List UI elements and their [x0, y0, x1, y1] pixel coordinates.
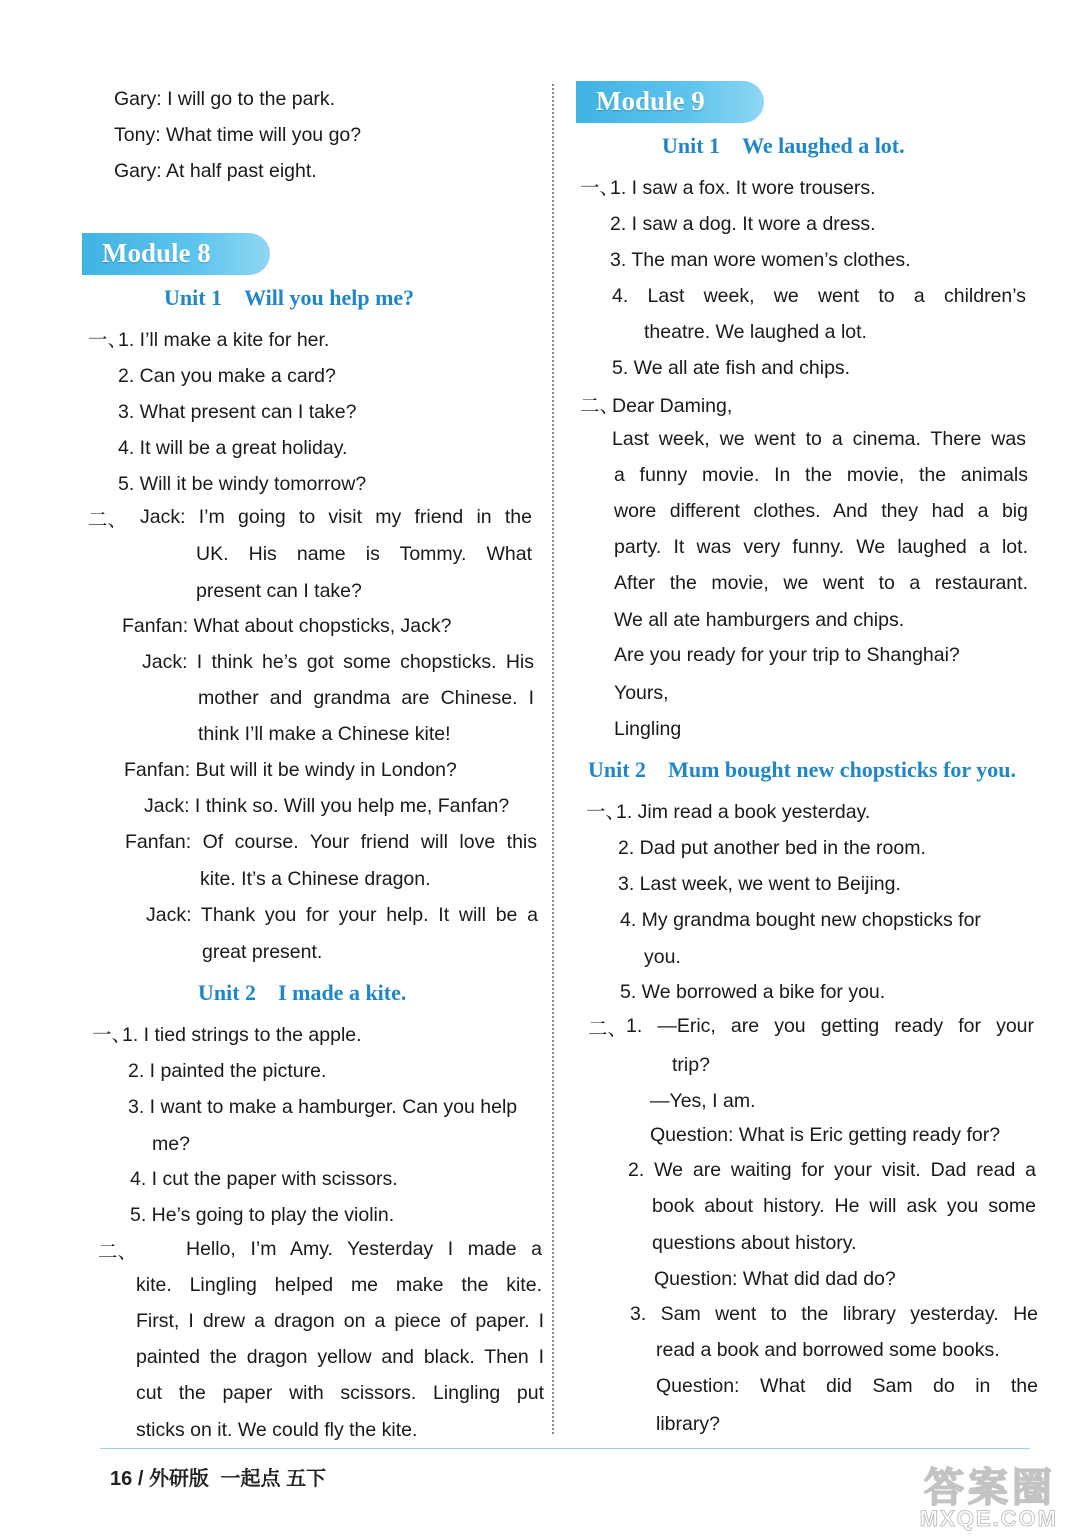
- module-9-banner: [576, 81, 764, 123]
- watermark-en: MXQE.COM: [919, 1506, 1058, 1531]
- unit-heading: [164, 285, 414, 311]
- question-line: read a book and borrowed some books.: [656, 1339, 1000, 1361]
- dialogue-line: Fanfan: What about chopsticks, Jack?: [122, 615, 452, 637]
- module-8-banner: [82, 233, 270, 275]
- passage-line: cut the paper with scissors. Lingling put: [136, 1382, 544, 1404]
- answer-line: 3. The man wore women’s clothes.: [610, 249, 911, 271]
- unit-label: Unit 1: [164, 285, 223, 310]
- dialogue-line: great present.: [202, 941, 323, 963]
- unit-label: Unit 1: [662, 133, 721, 158]
- letter-line: wore different clothes. And they had a big: [614, 500, 1028, 522]
- letter-line: Lingling: [614, 718, 682, 740]
- question-line: Question: What did dad do?: [654, 1268, 896, 1290]
- footer-rule: [100, 1448, 1030, 1449]
- passage-line: kite. Lingling helped me make the kite.: [136, 1274, 542, 1296]
- answer-line: 1. Jim read a book yesterday.: [616, 801, 871, 823]
- section-marker: 一、: [88, 329, 128, 351]
- answer-line: 5. Will it be windy tomorrow?: [118, 473, 367, 495]
- unit-title: Will you help me?: [244, 285, 415, 310]
- answer-line: 1. I saw a fox. It wore trousers.: [610, 177, 876, 199]
- unit-heading: [588, 757, 1016, 783]
- answer-line: 3. What present can I take?: [118, 401, 357, 423]
- answer-line: 2. Dad put another bed in the room.: [618, 837, 926, 859]
- question-line: 3. Sam went to the library yesterday. He: [630, 1303, 1038, 1325]
- page-number: 16: [110, 1468, 133, 1490]
- section-marker: 二、: [88, 509, 128, 531]
- question-line: book about history. He will ask you some: [652, 1195, 1036, 1217]
- dialogue-line: Fanfan: Of course. Your friend will love this: [125, 831, 537, 853]
- answer-line: 4. I cut the paper with scissors.: [130, 1168, 398, 1190]
- answer-line: 4. Last week, we went to a children’s: [612, 285, 1026, 307]
- answer-line: 5. He’s going to play the violin.: [130, 1204, 395, 1226]
- answer-line: 1. I tied strings to the apple.: [122, 1024, 362, 1046]
- intro-line: Gary: At half past eight.: [114, 160, 317, 182]
- question-line: questions about history.: [652, 1232, 857, 1254]
- letter-line: We all ate hamburgers and chips.: [614, 609, 905, 631]
- footer-series: 一起点: [220, 1468, 281, 1490]
- unit-label: Unit 2: [198, 980, 257, 1005]
- passage-line: sticks on it. We could fly the kite.: [136, 1419, 418, 1441]
- question-line: Question: What did Sam do in the: [656, 1375, 1038, 1397]
- dialogue-line: Jack: I’m going to visit my friend in the: [140, 506, 532, 528]
- dialogue-line: UK. His name is Tommy. What: [196, 543, 532, 565]
- unit-heading: [198, 980, 406, 1006]
- intro-line: Gary: I will go to the park.: [114, 88, 336, 110]
- letter-line: Dear Daming,: [612, 395, 733, 417]
- answer-line: me?: [152, 1133, 190, 1155]
- answer-line: you.: [644, 946, 681, 968]
- answer-line: 2. Can you make a card?: [118, 365, 336, 387]
- dialogue-line: think I’ll make a Chinese kite!: [198, 723, 451, 745]
- dialogue-line: Jack: Thank you for your help. It will be a: [146, 904, 538, 926]
- question-line: Question: What is Eric getting ready for?: [650, 1124, 1001, 1146]
- section-marker: 一、: [580, 177, 620, 199]
- unit-heading: [662, 133, 905, 159]
- answer-line: 1. I’ll make a kite for her.: [118, 329, 330, 351]
- module-title: Module 8: [102, 238, 211, 268]
- dialogue-line: Jack: I think he’s got some chopsticks. His: [142, 651, 534, 673]
- watermark-logo: [886, 1456, 1066, 1532]
- section-marker: 一、: [92, 1024, 132, 1046]
- letter-line: party. It was very funny. We laughed a lot.: [614, 536, 1028, 558]
- footer-grade: 五下: [286, 1468, 327, 1490]
- passage-line: painted the dragon yellow and black. Then I: [136, 1346, 544, 1368]
- section-marker: 一、: [586, 801, 626, 823]
- answer-line: 2. I saw a dog. It wore a dress.: [610, 213, 876, 235]
- letter-line: After the movie, we went to a restaurant.: [614, 572, 1028, 594]
- answer-line: 5. We borrowed a bike for you.: [620, 981, 886, 1003]
- question-line: 2. We are waiting for your visit. Dad read a: [628, 1159, 1036, 1181]
- section-marker: 二、: [588, 1018, 628, 1040]
- question-line: 1. —Eric, are you getting ready for your: [626, 1015, 1034, 1037]
- watermark-cn: 答案圈: [924, 1466, 1056, 1510]
- passage-line: First, I drew a dragon on a piece of paper. I: [136, 1310, 544, 1332]
- dialogue-line: Fanfan: But will it be windy in London?: [124, 759, 457, 781]
- dialogue-line: Jack: I think so. Will you help me, Fanfan?: [144, 795, 510, 817]
- footer-edition: 外研版: [148, 1468, 209, 1490]
- page-footer: [110, 1462, 326, 1491]
- answer-line: 3. Last week, we went to Beijing.: [618, 873, 901, 895]
- answer-line: 5. We all ate fish and chips.: [612, 357, 851, 379]
- section-marker: 二、: [580, 395, 620, 417]
- dialogue-line: kite. It’s a Chinese dragon.: [200, 868, 431, 890]
- intro-line: Tony: What time will you go?: [114, 124, 362, 146]
- answer-line: 2. I painted the picture.: [128, 1060, 327, 1082]
- section-marker: 二、: [98, 1241, 138, 1263]
- letter-line: Are you ready for your trip to Shanghai?: [614, 644, 960, 666]
- passage-line: Hello, I’m Amy. Yesterday I made a: [186, 1238, 542, 1260]
- column-divider: [552, 84, 554, 1434]
- dialogue-line: present can I take?: [196, 580, 362, 602]
- answer-line: theatre. We laughed a lot.: [644, 321, 867, 343]
- footer-separator: /: [137, 1468, 144, 1490]
- answer-line: 3. I want to make a hamburger. Can you help: [128, 1096, 518, 1118]
- module-title: Module 9: [596, 86, 705, 116]
- letter-line: Yours,: [614, 682, 669, 704]
- unit-title: Mum bought new chopsticks for you.: [668, 757, 1017, 782]
- question-line: —Yes, I am.: [650, 1090, 756, 1112]
- unit-title: We laughed a lot.: [742, 133, 905, 158]
- dialogue-line: mother and grandma are Chinese. I: [198, 687, 534, 709]
- unit-label: Unit 2: [588, 757, 647, 782]
- letter-line: Last week, we went to a cinema. There was: [612, 428, 1026, 450]
- question-line: library?: [656, 1413, 720, 1435]
- letter-line: a funny movie. In the movie, the animals: [614, 464, 1028, 486]
- unit-title: I made a kite.: [278, 980, 407, 1005]
- answer-line: 4. It will be a great holiday.: [118, 437, 348, 459]
- answer-line: 4. My grandma bought new chopsticks for: [620, 909, 981, 931]
- question-line: trip?: [672, 1054, 710, 1076]
